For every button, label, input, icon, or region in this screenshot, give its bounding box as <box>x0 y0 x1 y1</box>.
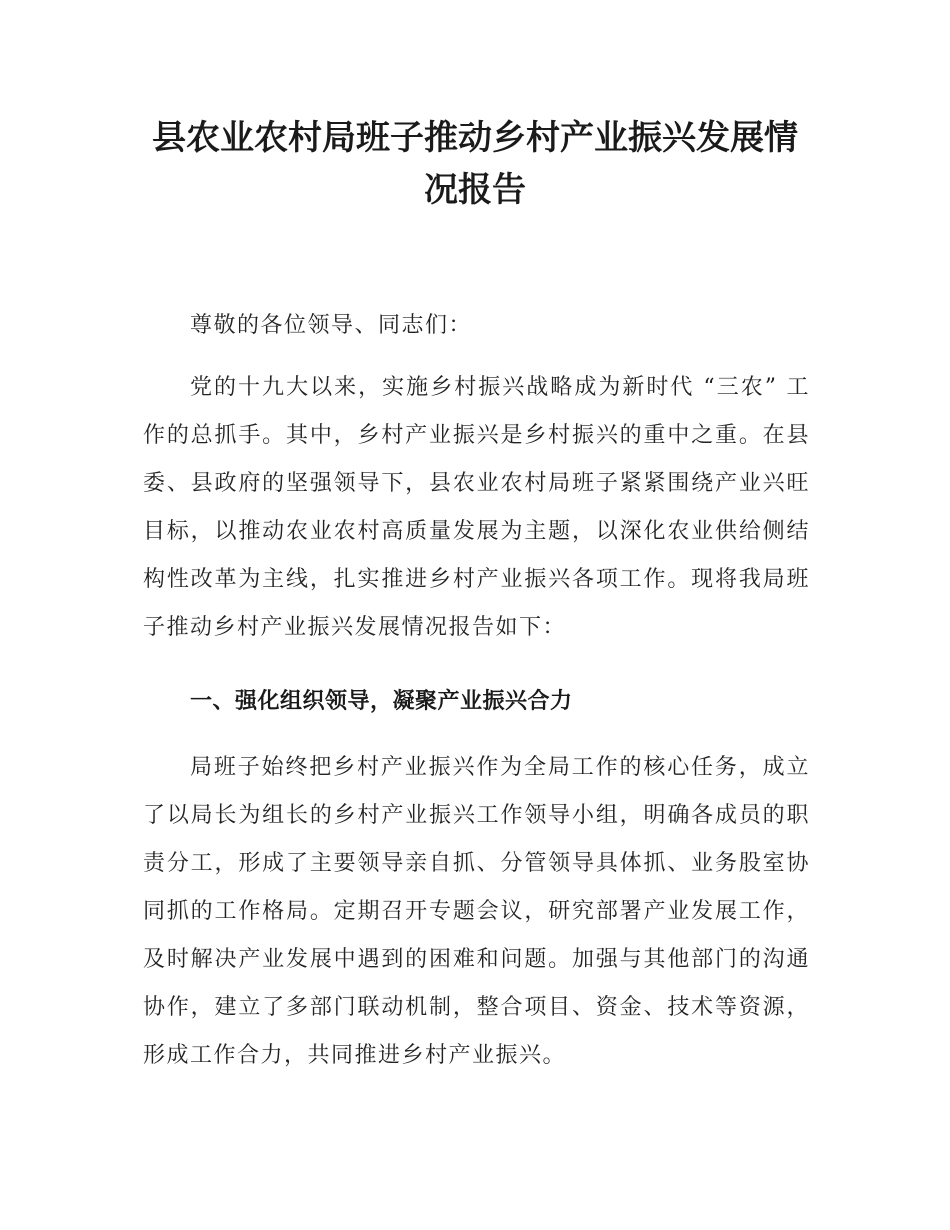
document-title-line1: 县农业农村局班子推动乡村产业振兴发展情 <box>152 118 798 158</box>
paragraph-intro: 党的十九大以来，实施乡村振兴战略成为新时代 “三农” 工作的总抓手。其中，乡村产业振兴是乡村振兴的重中之重。在县委、县政府的坚强领导下，县农业农村局班子紧紧围绕产业兴旺目标，以推动农业农村高质量发展为主题，以深化农业供给侧结构性改革为主线，扎实推进乡村产业振兴各项工作。现将我局班子推动乡村产业振兴发展情况报告如下： <box>143 375 810 640</box>
section-heading-1: 一、强化组织领导，凝聚产业振兴合力 <box>190 689 573 714</box>
document-title <box>120 112 830 216</box>
paragraph-section-1: 局班子始终把乡村产业振兴作为全局工作的核心任务，成立了以局长为组长的乡村产业振兴工作领导小组，明确各成员的职责分工，形成了主要领导亲自抓、分管领导具体抓、业务股室协同抓的工作格局。定期召开专题会议，研究部署产业发展工作，及时解决产业发展中遇到的困难和问题。加强与其他部门的沟通协作，建立了多部门联动机制，整合项目、资金、技术等资源，形成工作合力，共同推进乡村产业振兴。 <box>143 755 810 1068</box>
document-title-line2: 况报告 <box>424 170 526 210</box>
salutation: 尊敬的各位领导、同志们： <box>190 313 473 338</box>
